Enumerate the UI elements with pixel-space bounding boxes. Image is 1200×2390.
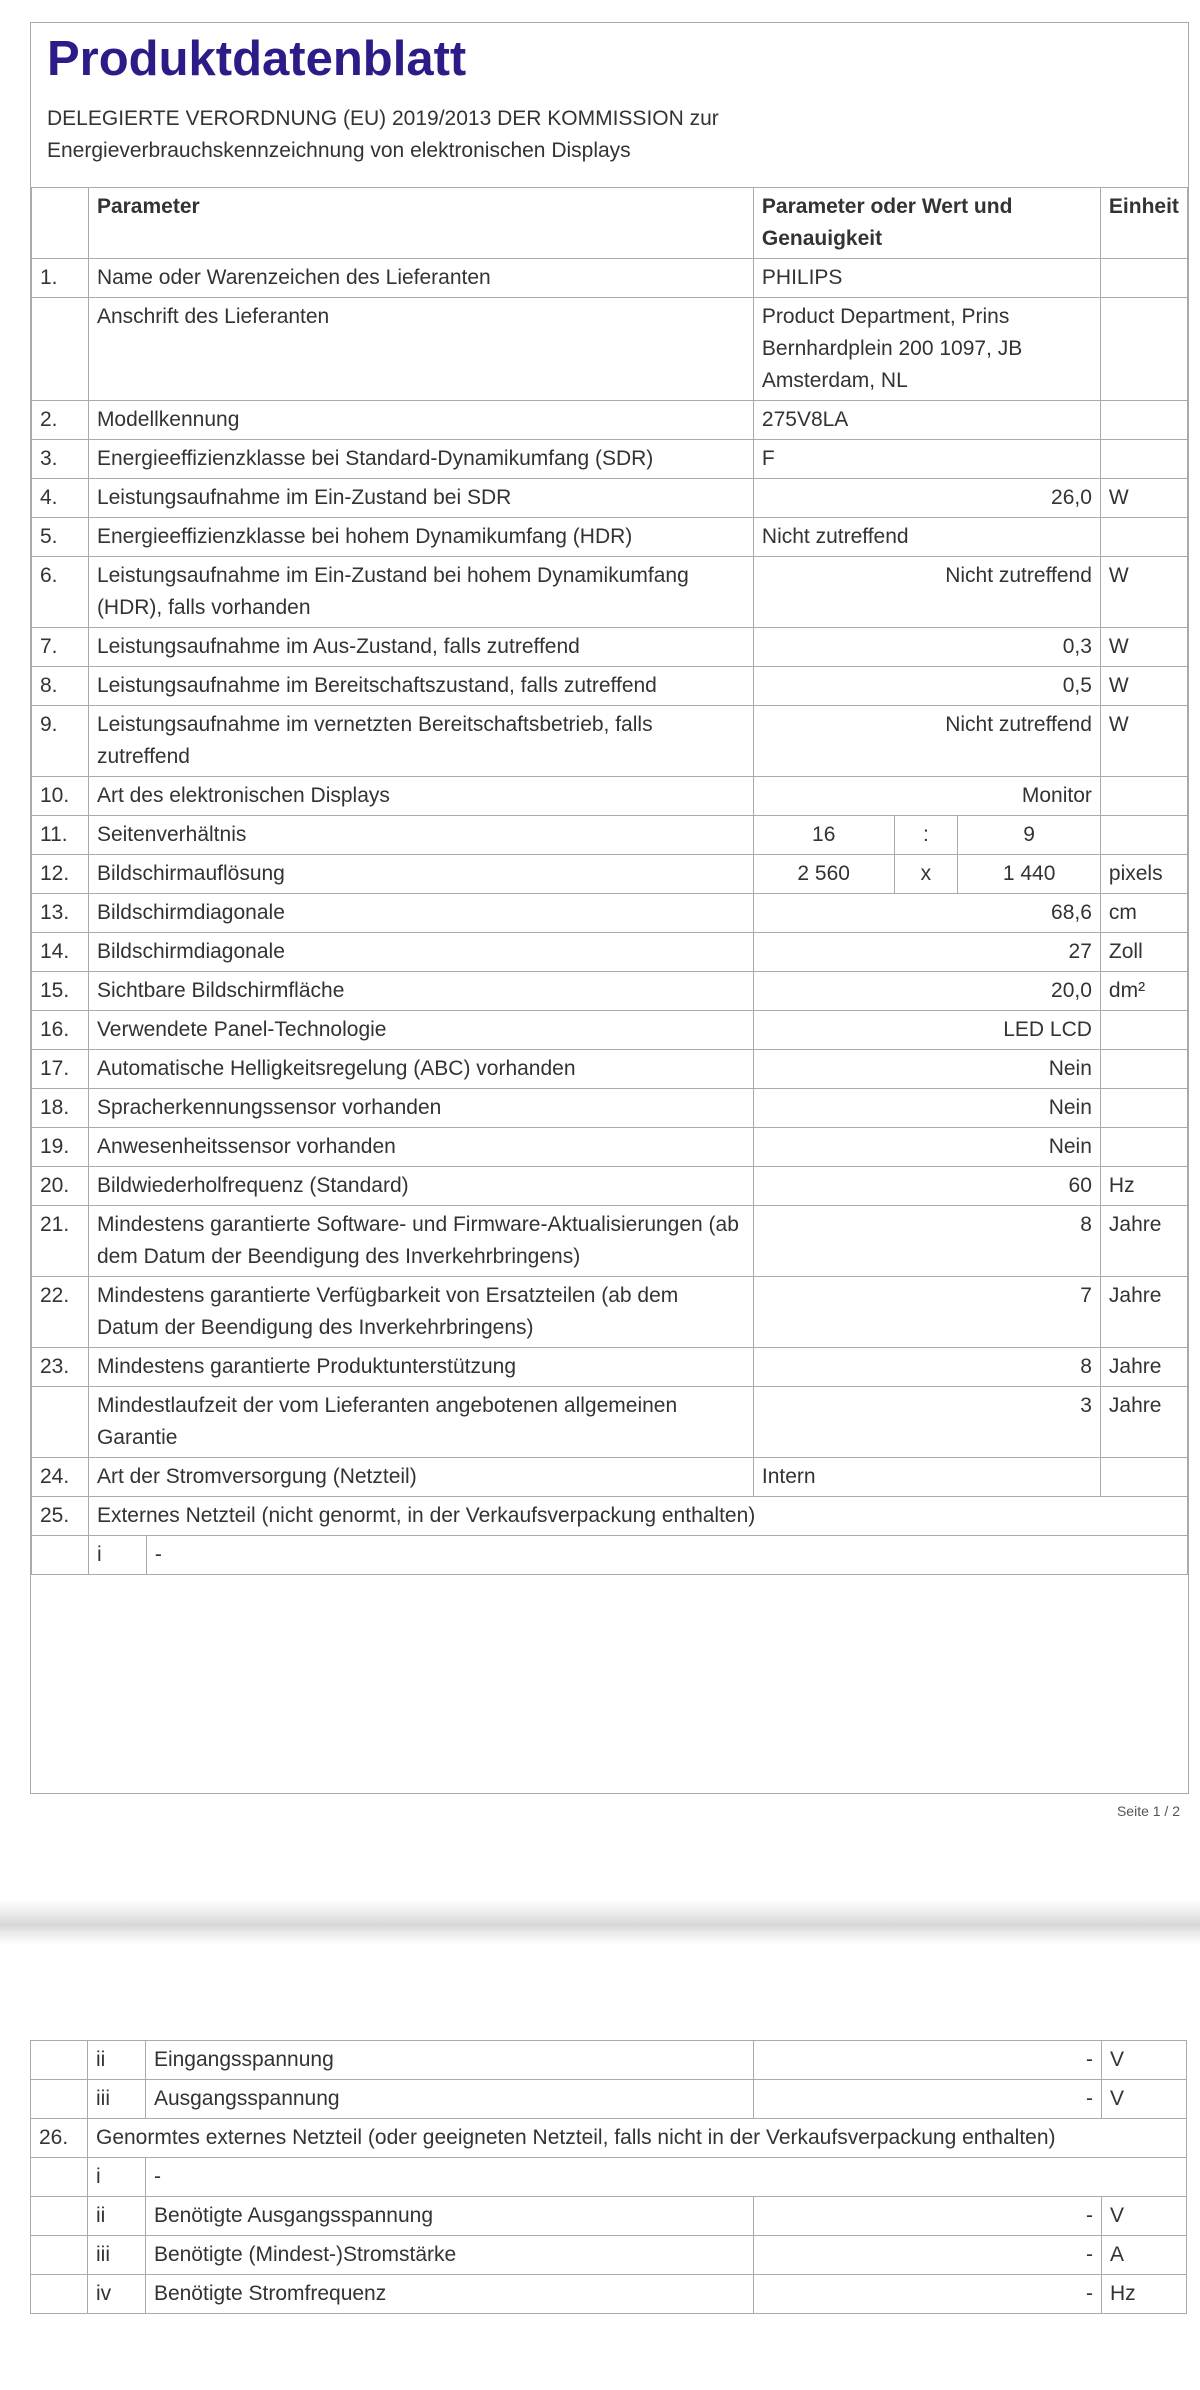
table-row: [32, 1348, 1188, 1387]
row-unit: dm²: [1100, 972, 1187, 1011]
subtitle-line-1: DELEGIERTE VERORDNUNG (EU) 2019/2013 DER KOMMISSION zur: [47, 107, 719, 130]
table-row: [31, 2080, 1187, 2119]
page-number: Seite 1 / 2: [1116, 1803, 1180, 1819]
row-parameter: Leistungsaufnahme im vernetzten Bereitschaftsbetrieb, falls zutreffend: [88, 706, 753, 777]
row-number: [32, 1387, 89, 1458]
row-number: [31, 2236, 88, 2275]
row-number: [31, 2158, 88, 2197]
table-row: [32, 933, 1188, 972]
row-unit: [1100, 1050, 1187, 1089]
row-parameter: Energieeffizienzklasse bei hohem Dynamikumfang (HDR): [88, 518, 753, 557]
row-value: PHILIPS: [753, 259, 1100, 298]
table-row: [32, 401, 1188, 440]
table-row: [31, 2275, 1187, 2314]
table-row: [32, 298, 1188, 401]
row-parameter: Automatische Helligkeitsregelung (ABC) vorhanden: [88, 1050, 753, 1089]
page-title: Produktdatenblatt: [47, 32, 467, 86]
row-value: 3: [753, 1387, 1100, 1458]
row-unit: [1100, 1089, 1187, 1128]
sub-item-number: ii: [87, 2041, 145, 2080]
row-number: 19.: [32, 1128, 89, 1167]
row-number: 10.: [32, 777, 89, 816]
page-separator: [0, 1900, 1200, 1945]
row-value-second: 9: [958, 816, 1101, 855]
row-parameter: Benötigte Ausgangsspannung: [145, 2197, 754, 2236]
row-parameter: Leistungsaufnahme im Ein-Zustand bei hohem Dynamikumfang (HDR), falls vorhanden: [88, 557, 753, 628]
table-row: [32, 894, 1188, 933]
table-row: [32, 777, 1188, 816]
row-unit: Jahre: [1100, 1277, 1187, 1348]
row-number: 18.: [32, 1089, 89, 1128]
table-header-row: [32, 188, 1188, 259]
sub-item-number: iii: [87, 2236, 145, 2275]
row-value: 0,5: [753, 667, 1100, 706]
row-parameter: Seitenverhältnis: [88, 816, 753, 855]
row-value-separator: x: [894, 855, 958, 894]
row-unit: pixels: [1100, 855, 1187, 894]
row-unit: [1100, 298, 1187, 401]
table-row: [32, 706, 1188, 777]
row-value-second: 1 440: [958, 855, 1101, 894]
row-value-first: 16: [753, 816, 894, 855]
row-number: [32, 298, 89, 401]
table-row: [32, 816, 1188, 855]
row-number: [31, 2080, 88, 2119]
row-unit: [1100, 1011, 1187, 1050]
row-number: [31, 2041, 88, 2080]
row-value: Nicht zutreffend: [753, 706, 1100, 777]
table-row: [32, 1128, 1188, 1167]
header-value: Parameter oder Wert und Genauigkeit: [753, 188, 1100, 259]
header-unit: Einheit: [1100, 188, 1187, 259]
row-number: 3.: [32, 440, 89, 479]
row-number: 9.: [32, 706, 89, 777]
row-parameter: Anschrift des Lieferanten: [88, 298, 753, 401]
row-unit: [1100, 401, 1187, 440]
row-unit: V: [1102, 2080, 1187, 2119]
row-number: 20.: [32, 1167, 89, 1206]
row-unit: [1100, 518, 1187, 557]
row-parameter: Leistungsaufnahme im Ein-Zustand bei SDR: [88, 479, 753, 518]
table-row: [31, 2158, 1187, 2197]
row-number: 14.: [32, 933, 89, 972]
row-parameter: Mindestens garantierte Verfügbarkeit von Ersatzteilen (ab dem Datum der Beendigung des Inverkehrbringens): [88, 1277, 753, 1348]
row-number: 7.: [32, 628, 89, 667]
row-parameter: Leistungsaufnahme im Bereitschaftszustand, falls zutreffend: [88, 667, 753, 706]
row-parameter: Benötigte Stromfrequenz: [145, 2275, 754, 2314]
row-value-first: 2 560: [753, 855, 894, 894]
table-row: [32, 479, 1188, 518]
row-unit: Hz: [1100, 1167, 1187, 1206]
row-parameter: Mindestlaufzeit der vom Lieferanten angebotenen allgemeinen Garantie: [88, 1387, 753, 1458]
row-value: LED LCD: [753, 1011, 1100, 1050]
row-parameter: Ausgangsspannung: [145, 2080, 754, 2119]
row-number: 5.: [32, 518, 89, 557]
table-row: [32, 1387, 1188, 1458]
row-parameter: Bildwiederholfrequenz (Standard): [88, 1167, 753, 1206]
row-number: 25.: [32, 1497, 89, 1536]
table-row: [32, 1050, 1188, 1089]
sub-item-number: ii: [87, 2197, 145, 2236]
row-unit: Jahre: [1100, 1206, 1187, 1277]
row-number: 17.: [32, 1050, 89, 1089]
row-number: 12.: [32, 855, 89, 894]
row-number: 1.: [32, 259, 89, 298]
row-unit: [1100, 1128, 1187, 1167]
row-value: 8: [753, 1206, 1100, 1277]
row-parameter: Sichtbare Bildschirmfläche: [88, 972, 753, 1011]
row-value: 60: [753, 1167, 1100, 1206]
row-value: Product Department, Prins Bernhardplein 200 1097, JB Amsterdam, NL: [753, 298, 1100, 401]
row-value: -: [754, 2197, 1102, 2236]
row-parameter: Energieeffizienzklasse bei Standard-Dynamikumfang (SDR): [88, 440, 753, 479]
table-row: [31, 2119, 1187, 2158]
table-row: [32, 1458, 1188, 1497]
datasheet-page-1: [30, 22, 1189, 1819]
table-row: [32, 1497, 1188, 1536]
row-parameter: Name oder Warenzeichen des Lieferanten: [88, 259, 753, 298]
table-row: [32, 855, 1188, 894]
row-number: [31, 2275, 88, 2314]
row-value: 27: [753, 933, 1100, 972]
row-unit: W: [1100, 706, 1187, 777]
table-row: [32, 628, 1188, 667]
row-parameter: Art des elektronischen Displays: [88, 777, 753, 816]
row-value: Nein: [753, 1050, 1100, 1089]
table-row: [32, 557, 1188, 628]
row-value: -: [754, 2236, 1102, 2275]
row-parameter: Bildschirmdiagonale: [88, 894, 753, 933]
row-unit: Hz: [1102, 2275, 1187, 2314]
table-row: [32, 1206, 1188, 1277]
row-unit: cm: [1100, 894, 1187, 933]
row-number: 23.: [32, 1348, 89, 1387]
row-unit: W: [1100, 667, 1187, 706]
table-row: [32, 259, 1188, 298]
row-number: 26.: [31, 2119, 88, 2158]
row-parameter: Spracherkennungssensor vorhanden: [88, 1089, 753, 1128]
sub-item-number: iii: [87, 2080, 145, 2119]
row-unit: [1100, 1458, 1187, 1497]
row-parameter: Anwesenheitssensor vorhanden: [88, 1128, 753, 1167]
row-number: 13.: [32, 894, 89, 933]
row-number: 24.: [32, 1458, 89, 1497]
row-parameter: Bildschirmauflösung: [88, 855, 753, 894]
row-unit: V: [1102, 2041, 1187, 2080]
row-unit: Jahre: [1100, 1387, 1187, 1458]
row-parameter: Art der Stromversorgung (Netzteil): [88, 1458, 753, 1497]
row-value: 26,0: [753, 479, 1100, 518]
row-value: 8: [753, 1348, 1100, 1387]
row-parameter: Modellkennung: [88, 401, 753, 440]
product-data-table-continued: [30, 2040, 1187, 2314]
row-parameter: Leistungsaufnahme im Aus-Zustand, falls zutreffend: [88, 628, 753, 667]
row-number: 16.: [32, 1011, 89, 1050]
row-value-separator: :: [894, 816, 958, 855]
row-value: 7: [753, 1277, 1100, 1348]
row-section-title: Genormtes externes Netzteil (oder geeigneten Netzteil, falls nicht in der Verkaufsverpackung enthalten): [87, 2119, 1186, 2158]
row-number: 21.: [32, 1206, 89, 1277]
row-parameter: Eingangsspannung: [145, 2041, 754, 2080]
row-value: Nein: [753, 1089, 1100, 1128]
table-row: [32, 667, 1188, 706]
table-row: [32, 440, 1188, 479]
row-parameter: Mindestens garantierte Produktunterstützung: [88, 1348, 753, 1387]
table-row: [32, 1011, 1188, 1050]
row-unit: [1100, 259, 1187, 298]
row-value: F: [753, 440, 1100, 479]
row-value: Intern: [753, 1458, 1100, 1497]
row-unit: Zoll: [1100, 933, 1187, 972]
datasheet-page-2: [30, 2040, 1187, 2370]
row-value: Monitor: [753, 777, 1100, 816]
table-row: [32, 1167, 1188, 1206]
row-number: 6.: [32, 557, 89, 628]
row-value: 20,0: [753, 972, 1100, 1011]
row-number: 2.: [32, 401, 89, 440]
row-value: -: [145, 2158, 1186, 2197]
subtitle-line-2: Energieverbrauchskennzeichnung von elektronischen Displays: [47, 139, 631, 162]
row-value: -: [754, 2041, 1102, 2080]
row-parameter: Verwendete Panel-Technologie: [88, 1011, 753, 1050]
row-value: -: [754, 2275, 1102, 2314]
regulation-subtitle: [47, 103, 1147, 167]
row-parameter: Bildschirmdiagonale: [88, 933, 753, 972]
row-number: 15.: [32, 972, 89, 1011]
row-unit: [1100, 440, 1187, 479]
row-value: 68,6: [753, 894, 1100, 933]
row-number: 8.: [32, 667, 89, 706]
row-value: Nein: [753, 1128, 1100, 1167]
table-row: [32, 1536, 1188, 1575]
table-row: [31, 2197, 1187, 2236]
table-row: [32, 1089, 1188, 1128]
row-unit: Jahre: [1100, 1348, 1187, 1387]
table-row: [31, 2236, 1187, 2275]
row-unit: W: [1100, 557, 1187, 628]
row-number: 22.: [32, 1277, 89, 1348]
row-value: -: [146, 1536, 1187, 1575]
row-unit: [1100, 777, 1187, 816]
row-number: [32, 1536, 89, 1575]
table-row: [32, 972, 1188, 1011]
table-row: [32, 518, 1188, 557]
sub-item-number: iv: [87, 2275, 145, 2314]
row-unit: A: [1102, 2236, 1187, 2275]
row-value: 0,3: [753, 628, 1100, 667]
row-value: 275V8LA: [753, 401, 1100, 440]
sub-item-number: i: [87, 2158, 145, 2197]
sub-item-number: i: [88, 1536, 146, 1575]
row-number: [31, 2197, 88, 2236]
row-value: Nicht zutreffend: [753, 557, 1100, 628]
row-unit: W: [1100, 479, 1187, 518]
row-section-title: Externes Netzteil (nicht genormt, in der Verkaufsverpackung enthalten): [88, 1497, 1187, 1536]
row-parameter: Mindestens garantierte Software- und Firmware-Aktualisierungen (ab dem Datum der Beendigung des Inverkehrbringens): [88, 1206, 753, 1277]
row-number: 4.: [32, 479, 89, 518]
row-value: -: [754, 2080, 1102, 2119]
row-unit: [1100, 816, 1187, 855]
table-row: [31, 2041, 1187, 2080]
header-parameter: Parameter: [88, 188, 753, 259]
row-value: Nicht zutreffend: [753, 518, 1100, 557]
row-parameter: Benötigte (Mindest-)Stromstärke: [145, 2236, 754, 2275]
row-unit: V: [1102, 2197, 1187, 2236]
row-unit: W: [1100, 628, 1187, 667]
product-data-table: [31, 187, 1188, 1575]
row-number: 11.: [32, 816, 89, 855]
table-row: [32, 1277, 1188, 1348]
